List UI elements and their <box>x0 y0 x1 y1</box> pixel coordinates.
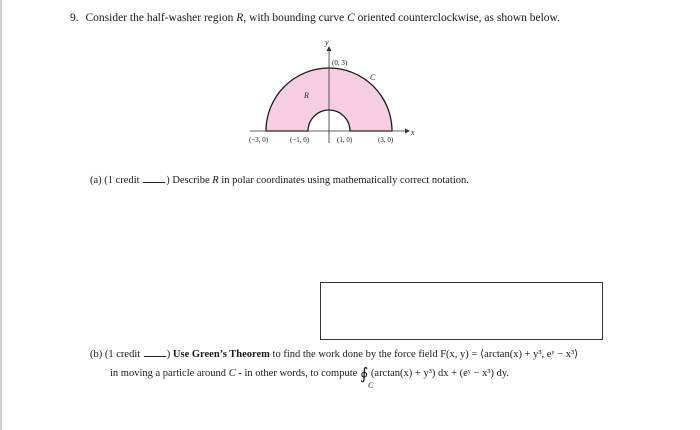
part-b-credit-blank <box>144 346 166 357</box>
question-text-start: Consider the half-washer region <box>85 12 234 24</box>
x-tick-label: (−3, 0) <box>249 136 269 144</box>
part-a <box>90 172 469 188</box>
part-a-credit: (1 credit <box>104 175 140 186</box>
part-b-credit-close: ) <box>166 349 171 360</box>
part-a-credit-blank <box>143 172 165 183</box>
part-b-curve-symbol: C <box>228 368 236 379</box>
integrand-expression: (arctan(x) + y³) dx + (eʸ − x³) dy. <box>370 368 510 379</box>
region-symbol: R <box>236 12 244 24</box>
page-edge <box>0 0 2 430</box>
x-tick-label: (3, 0) <box>378 136 394 144</box>
top-point-label: (0, 3) <box>332 59 348 67</box>
x-tick-label: (1, 0) <box>337 136 353 144</box>
part-a-text-start: Describe <box>172 175 210 186</box>
part-b-line1-text: to find the work done by the force field <box>272 349 438 360</box>
x-axis-label: x <box>411 128 415 137</box>
x-tick-label: (−1, 0) <box>290 136 310 144</box>
part-a-text-end: in polar coordinates using mathematically correct notation. <box>221 175 469 186</box>
part-a-credit-close: ) <box>166 175 170 186</box>
part-b-line2 <box>110 366 510 390</box>
question-number: 9. <box>70 12 79 24</box>
x-axis-arrow <box>405 129 410 134</box>
curve-symbol: C <box>347 12 355 24</box>
answer-box[interactable] <box>320 282 603 340</box>
part-a-label: (a) <box>90 175 102 186</box>
y-axis-label: y <box>325 38 329 47</box>
greens-theorem-instruction: Use Green’s Theorem <box>172 349 270 360</box>
region-label: R <box>304 91 309 100</box>
half-washer-diagram <box>225 35 435 160</box>
part-b-line2-start: in moving a particle around <box>110 368 227 379</box>
question-text-mid: , with bounding curve <box>243 12 345 24</box>
force-field-expression: F(x, y) = ⟨arctan(x) + y³, eʸ − x³⟩ <box>440 349 579 360</box>
integral-subscript: C <box>367 381 374 390</box>
curve-label: C <box>370 73 376 82</box>
part-b-label: (b) <box>90 349 103 360</box>
part-a-region-symbol: R <box>212 175 219 186</box>
question-text-end: oriented counterclockwise, as shown below. <box>357 12 560 24</box>
part-b-credit: (1 credit <box>104 349 141 360</box>
part-b-line2-mid: - in other words, to compute <box>238 368 358 379</box>
contour-integral-icon: ∮ C <box>360 366 368 383</box>
half-washer-figure <box>225 35 435 160</box>
part-b <box>90 346 578 362</box>
question-statement <box>70 10 680 26</box>
